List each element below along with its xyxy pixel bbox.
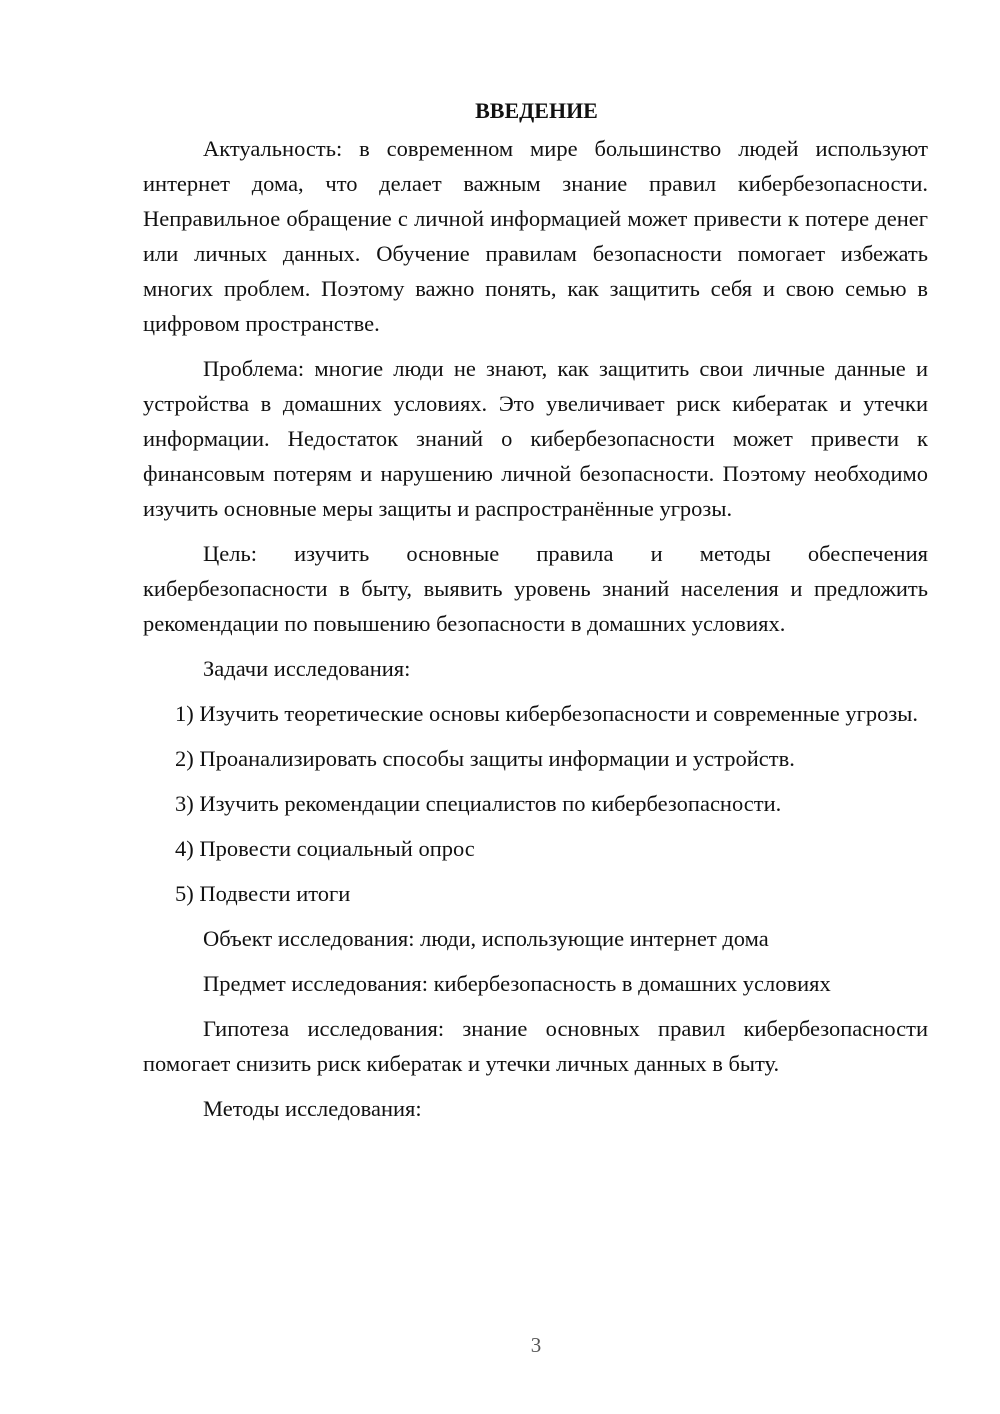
task-item-2: 2) Проанализировать способы защиты информации и устройств. (175, 746, 795, 771)
research-object: Объект исследования: люди, использующие интернет дома (203, 926, 769, 951)
relevance-paragraph: Актуальность: в современном мире большинство людей используют интернет дома, что делает важным знание правил кибербезопасности. Неправильное обращение с личной информацией может привести к потере денег или личных данных. Обучение правилам безопасности помогает избежать многих проблем. Поэтому важно понять, как защитить себя и свою семью в цифровом пространстве. (143, 136, 928, 336)
goal-paragraph: Цель: изучить основные правила и методы обеспечения кибербезопасности в быту, выявить уровень знаний населения и предложить рекомендации по повышению безопасности в домашних условиях. (143, 541, 928, 636)
research-subject: Предмет исследования: кибербезопасность в домашних условиях (203, 971, 831, 996)
task-item-1: 1) Изучить теоретические основы кибербезопасности и современные угрозы. (175, 701, 918, 726)
page-content (143, 93, 928, 1136)
research-hypothesis: Гипотеза исследования: знание основных правил кибербезопасности помогает снизить риск кибератак и утечки личных данных в быту. (143, 1016, 928, 1076)
task-item-4: 4) Провести социальный опрос (175, 836, 475, 861)
page-title: ВВЕДЕНИЕ (475, 98, 598, 123)
task-item-3: 3) Изучить рекомендации специалистов по кибербезопасности. (175, 791, 782, 816)
methods-heading: Методы исследования: (203, 1096, 422, 1121)
tasks-heading: Задачи исследования: (203, 656, 411, 681)
problem-paragraph: Проблема: многие люди не знают, как защитить свои личные данные и устройства в домашних условиях. Это увеличивает риск кибератак и утечки информации. Недостаток знаний о кибербезопасности может привести к финансовым потерям и нарушению личной безопасности. Поэтому необходимо изучить основные меры защиты и распространённые угрозы. (143, 356, 928, 521)
task-item-5: 5) Подвести итоги (175, 881, 351, 906)
page-number: 3 (530, 1333, 542, 1357)
